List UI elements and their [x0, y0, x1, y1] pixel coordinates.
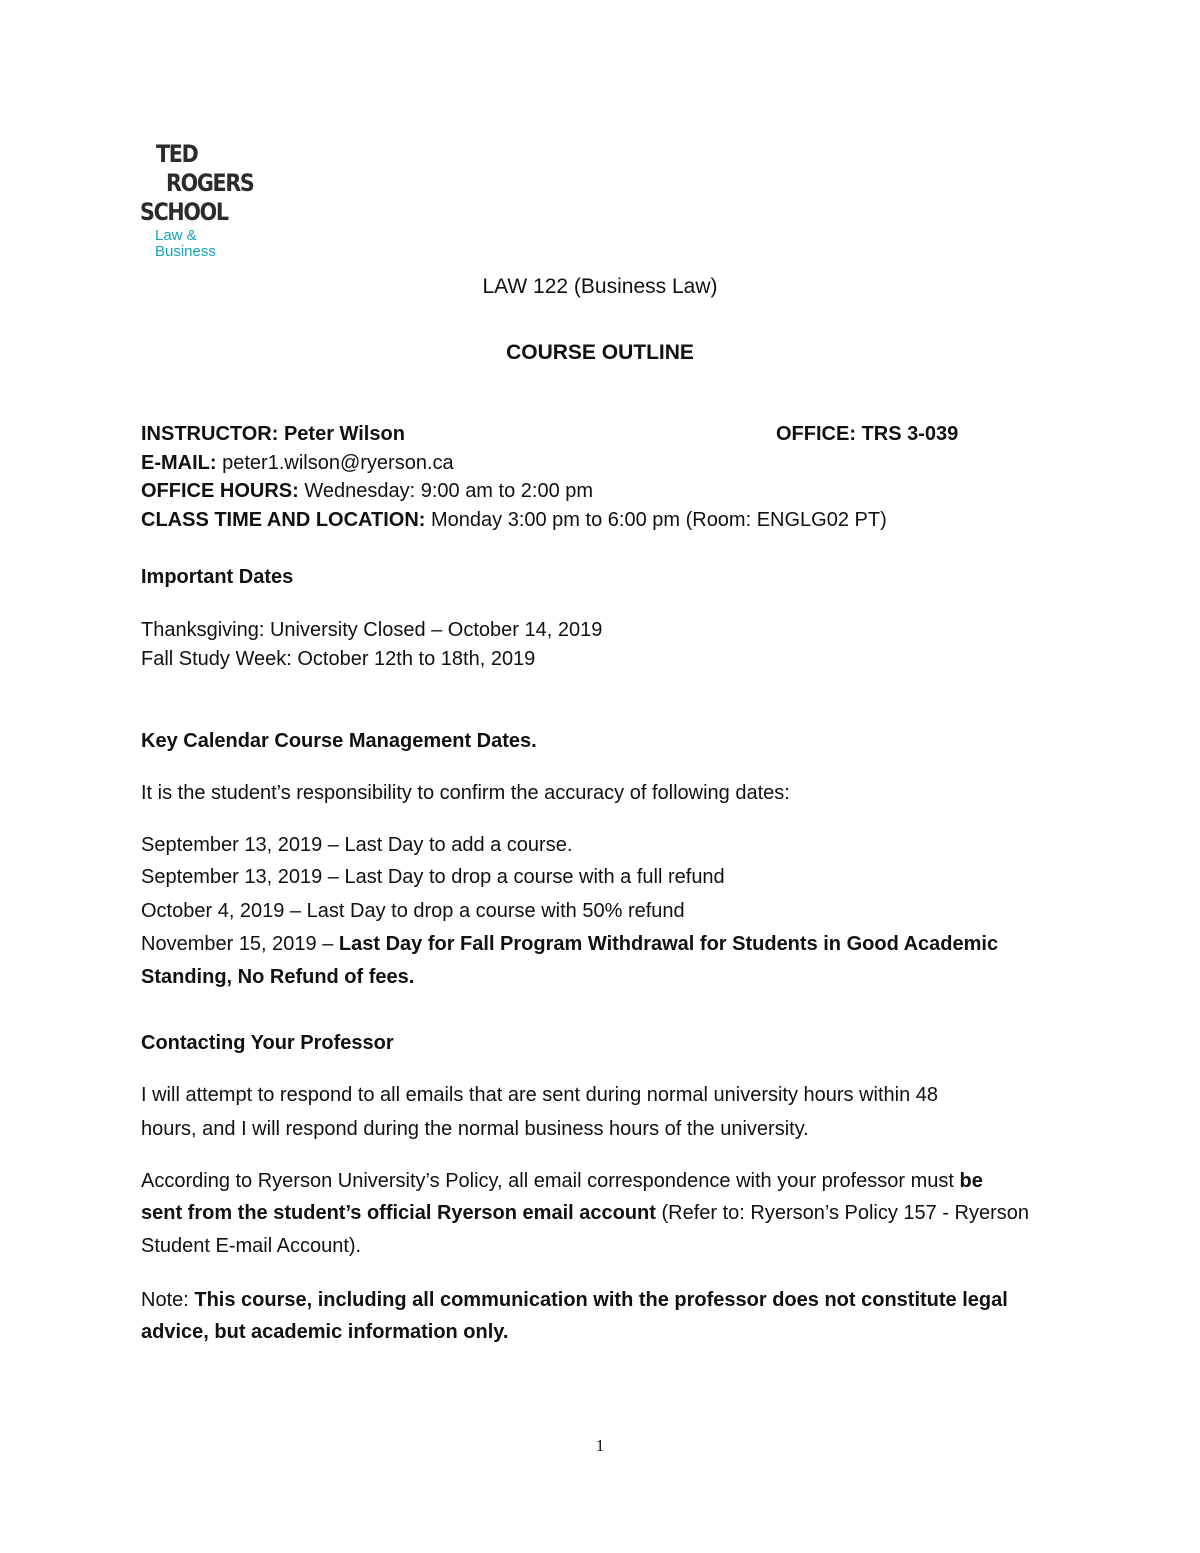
office-hours-value: Wednesday: 9:00 am to 2:00 pm [298, 480, 594, 502]
policy-bold-text: be [959, 1170, 983, 1192]
office-line: OFFICE: TRS 3-039 [776, 423, 959, 445]
policy-paragraph-line [141, 1199, 1029, 1227]
key-date-line: September 13, 2019 – Last Day to add a course. [141, 834, 573, 856]
key-date-prefix: November 15, 2019 – [141, 933, 339, 955]
logo-line-ted: TED [156, 140, 198, 168]
policy-text: According to Ryerson University’s Policy, all email correspondence with your professor must [141, 1170, 960, 1192]
key-dates-intro: It is the student’s responsibility to confirm the accuracy of following dates: [141, 782, 790, 804]
course-outline-heading: COURSE OUTLINE [506, 341, 694, 364]
logo-line-school: SCHOOL [140, 198, 228, 226]
policy-bold-text: sent from the student’s official Ryerson email account [141, 1202, 656, 1224]
note-prefix: Note: [141, 1289, 195, 1311]
note-line [141, 1286, 1008, 1314]
class-time-value: Monday 3:00 pm to 6:00 pm (Room: ENGLG02 PT) [425, 509, 887, 531]
logo-sub-law: Law & [155, 227, 197, 244]
office-hours-label: OFFICE HOURS: [141, 480, 299, 502]
contact-heading: Contacting Your Professor [141, 1032, 394, 1054]
policy-paragraph-line [141, 1167, 983, 1195]
course-title: LAW 122 (Business Law) [482, 275, 718, 298]
page-number: 1 [595, 1436, 605, 1455]
key-date-bold: Last Day for Fall Program Withdrawal for Students in Good Academic [338, 933, 999, 955]
key-date-line: September 13, 2019 – Last Day to drop a course with a full refund [141, 866, 725, 888]
important-date-line: Fall Study Week: October 12th to 18th, 2019 [141, 648, 536, 670]
logo-line-rogers: ROGERS [166, 169, 254, 197]
logo-sub-business: Business [155, 243, 216, 260]
note-line: advice, but academic information only. [141, 1321, 509, 1343]
policy-paragraph-line: Student E-mail Account). [141, 1235, 362, 1257]
ted-rogers-school-logo [140, 140, 280, 260]
contact-paragraph-line: hours, and I will respond during the normal business hours of the university. [141, 1118, 809, 1140]
note-bold-text: This course, including all communication with the professor does not constitute legal [194, 1289, 1008, 1311]
key-date-line [141, 930, 998, 958]
email-label: E-MAIL: [141, 452, 217, 474]
key-date-line: Standing, No Refund of fees. [141, 966, 415, 988]
key-dates-heading: Key Calendar Course Management Dates. [141, 730, 537, 752]
email-line [141, 449, 454, 477]
class-time-label: CLASS TIME AND LOCATION: [141, 509, 426, 531]
office-hours-line [141, 477, 593, 505]
contact-paragraph-line: I will attempt to respond to all emails that are sent during normal university hours within 48 [141, 1084, 939, 1106]
class-time-line [141, 506, 887, 534]
important-dates-heading: Important Dates [141, 566, 294, 588]
important-date-line: Thanksgiving: University Closed – October 14, 2019 [141, 619, 603, 641]
key-date-line: October 4, 2019 – Last Day to drop a course with 50% refund [141, 900, 685, 922]
policy-text: (Refer to: Ryerson’s Policy 157 - Ryerson [655, 1202, 1030, 1224]
instructor-line: INSTRUCTOR: Peter Wilson [141, 423, 405, 445]
email-value: peter1.wilson@ryerson.ca [216, 452, 454, 474]
